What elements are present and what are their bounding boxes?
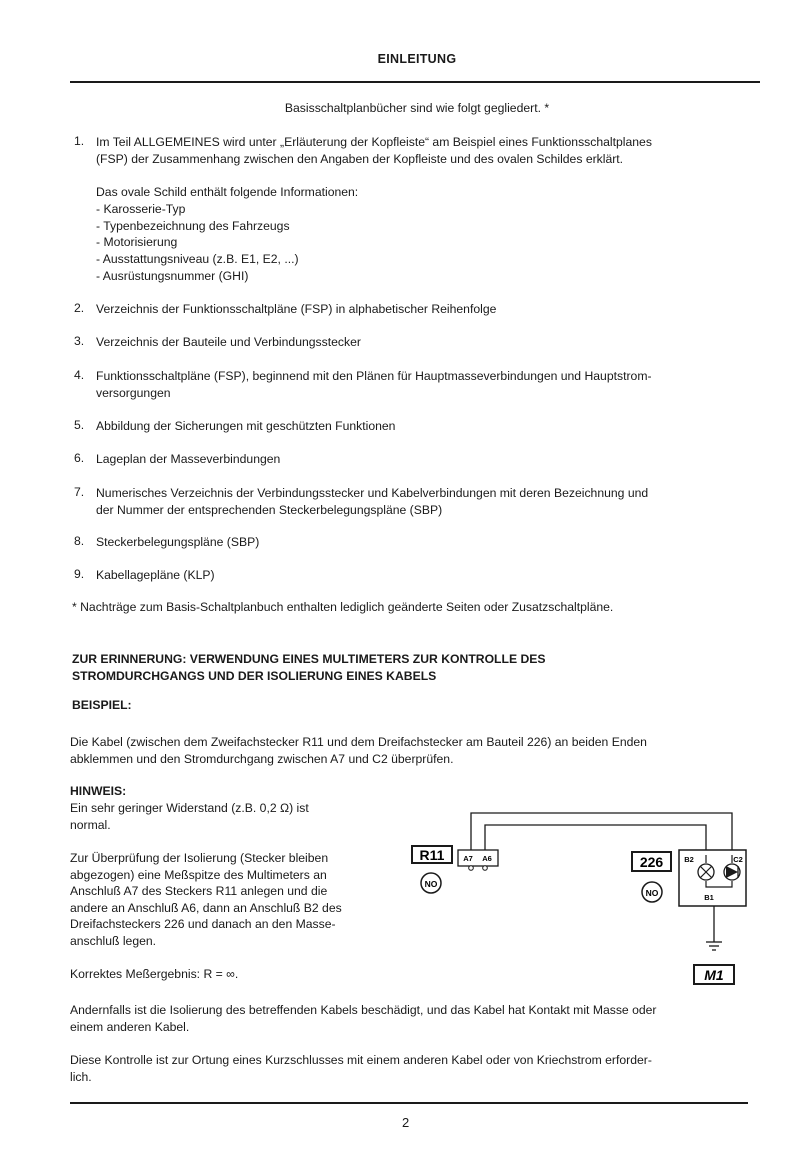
list-item-line: Kabellagepläne (KLP) <box>96 568 215 582</box>
purpose-line: Diese Kontrolle ist zur Ortung eines Kurzschlusses mit einem anderen Kabel oder von Kriechstrom erforder- <box>70 1053 652 1067</box>
otherwise-line: Andernfalls ist die Isolierung des betreffenden Kabels beschädigt, und das Kabel hat Kontakt mit Masse oder <box>70 1003 657 1017</box>
list-item <box>96 368 756 401</box>
section-heading <box>72 651 762 684</box>
insulation-check-text <box>70 850 400 949</box>
svg-text:226: 226 <box>639 854 664 870</box>
list-item-number: 2. <box>74 301 85 315</box>
list-item-number: 7. <box>74 485 85 499</box>
list-item-line: Verzeichnis der Funktionsschaltpläne (FSP) in alphabetischer Reihenfolge <box>96 302 497 316</box>
list-item-line: Verzeichnis der Bauteile und Verbindungsstecker <box>96 335 361 349</box>
header-rule <box>70 81 760 83</box>
list-item-number: 6. <box>74 451 85 465</box>
example-text <box>70 734 760 767</box>
list-item-line: Funktionsschaltpläne (FSP), beginnend mit den Plänen für Hauptmasseverbindungen und Hauptstrom- <box>96 369 652 383</box>
lamp-icon <box>698 864 714 880</box>
list-item-line: Steckerbelegungspläne (SBP) <box>96 535 260 549</box>
oval-sign-info <box>96 184 358 285</box>
list-item <box>96 485 756 518</box>
wire-a6-b2 <box>485 825 706 855</box>
note-text <box>70 800 370 833</box>
pin-a6-label: A6 <box>482 854 492 863</box>
ground-wire <box>706 906 722 950</box>
list-item-number: 3. <box>74 334 85 348</box>
svg-text:R11: R11 <box>419 847 445 863</box>
svg-text:NO: NO <box>424 879 438 889</box>
pin-c2-label: C2 <box>733 855 743 864</box>
list-item <box>96 134 756 167</box>
section-heading-line: STROMDURCHGANGS UND DER ISOLIERUNG EINES KABELS <box>72 668 437 683</box>
list-item-line: Numerisches Verzeichnis der Verbindungsstecker und Kabelverbindungen mit deren Bezeichnung und <box>96 486 649 500</box>
list-item <box>96 334 756 351</box>
list-item <box>96 567 756 584</box>
list-item <box>96 301 756 318</box>
check-line: andere an Anschluß A6, dann an Anschluß B2 des <box>70 900 342 915</box>
r11-no-badge <box>421 873 441 893</box>
list-item-line: der Nummer der entsprechenden Steckerbelegungspläne (SBP) <box>96 502 443 517</box>
example-title: BEISPIEL: <box>72 698 132 712</box>
list-item-number: 5. <box>74 418 85 432</box>
list-item <box>96 451 756 468</box>
note-line: normal. <box>70 817 111 832</box>
pin-b2-label: B2 <box>684 855 694 864</box>
list-item-number: 9. <box>74 567 85 581</box>
wiring-diagram <box>405 800 755 990</box>
measurement-result: Korrektes Meßergebnis: R = ∞. <box>70 967 239 981</box>
list-item-line: Im Teil ALLGEMEINES wird unter „Erläuterung der Kopfleiste“ am Beispiel eines Funktionsschaltplanes <box>96 135 652 149</box>
list-item-line: Abbildung der Sicherungen mit geschützten Funktionen <box>96 419 396 433</box>
component-226-label <box>632 852 671 871</box>
footer-rule <box>70 1102 748 1104</box>
check-line: Dreifachsteckers 226 und danach an den Masse- <box>70 917 336 931</box>
oval-sign-item: - Ausstattungsniveau (z.B. E1, E2, ...) <box>96 252 299 267</box>
page-header-title: EINLEITUNG <box>377 52 457 66</box>
ground-m1-label <box>694 965 734 984</box>
svg-text:NO: NO <box>645 888 659 898</box>
example-line: Die Kabel (zwischen dem Zweifachstecker R11 und dem Dreifachstecker am Bauteil 226) an beiden Enden <box>70 735 647 749</box>
check-line: abgezogen) eine Meßspitze des Multimeters an <box>70 867 327 882</box>
list-item-line: (FSP) der Zusammenhang zwischen den Angaben der Kopfleiste und des ovalen Schildes erklärt. <box>96 151 624 166</box>
check-line: anschluß legen. <box>70 933 157 948</box>
component-226-no-badge <box>642 882 662 902</box>
list-item-number: 1. <box>74 134 85 148</box>
purpose-text <box>70 1052 760 1085</box>
example-line: abklemmen und den Stromdurchgang zwischen A7 und C2 überprüfen. <box>70 751 454 766</box>
note-title: HINWEIS: <box>70 784 127 798</box>
section-heading-line: ZUR ERINNERUNG: VERWENDUNG EINES MULTIMETERS ZUR KONTROLLE DES <box>72 652 546 666</box>
list-item-number: 8. <box>74 534 85 548</box>
list-item <box>96 418 756 435</box>
note-line: Ein sehr geringer Widerstand (z.B. 0,2 Ω) ist <box>70 801 309 815</box>
page-number: 2 <box>402 1115 410 1130</box>
pin-a7-label: A7 <box>463 854 473 863</box>
oval-sign-item: - Typenbezeichnung des Fahrzeugs <box>96 218 290 233</box>
wire-a7-c2 <box>471 813 732 855</box>
footnote: * Nachträge zum Basis-Schaltplanbuch enthalten lediglich geänderte Seiten oder Zusatzschaltpläne. <box>72 600 614 614</box>
check-line: Zur Überprüfung der Isolierung (Stecker bleiben <box>70 851 329 865</box>
list-item-number: 4. <box>74 368 85 382</box>
list-item-line: versorgungen <box>96 385 171 400</box>
svg-text:M1: M1 <box>704 967 724 983</box>
pin-b1-label: B1 <box>704 893 714 902</box>
r11-connector <box>458 850 498 870</box>
oval-sign-item: - Motorisierung <box>96 235 178 250</box>
oval-sign-intro: Das ovale Schild enthält folgende Informationen: <box>96 185 359 199</box>
component-226 <box>679 850 746 906</box>
otherwise-line: einem anderen Kabel. <box>70 1019 190 1034</box>
check-line: Anschluß A7 des Steckers R11 anlegen und die <box>70 884 328 898</box>
otherwise-text <box>70 1002 760 1035</box>
r11-label <box>412 846 452 863</box>
led-icon <box>724 864 740 880</box>
list-item-line: Lageplan der Masseverbindungen <box>96 452 281 466</box>
intro-text: Basisschaltplanbücher sind wie folgt gegliedert. * <box>284 101 550 115</box>
purpose-line: lich. <box>70 1069 92 1084</box>
list-item <box>96 534 756 551</box>
oval-sign-item: - Ausrüstungsnummer (GHI) <box>96 268 249 283</box>
oval-sign-item: - Karosserie-Typ <box>96 201 186 216</box>
